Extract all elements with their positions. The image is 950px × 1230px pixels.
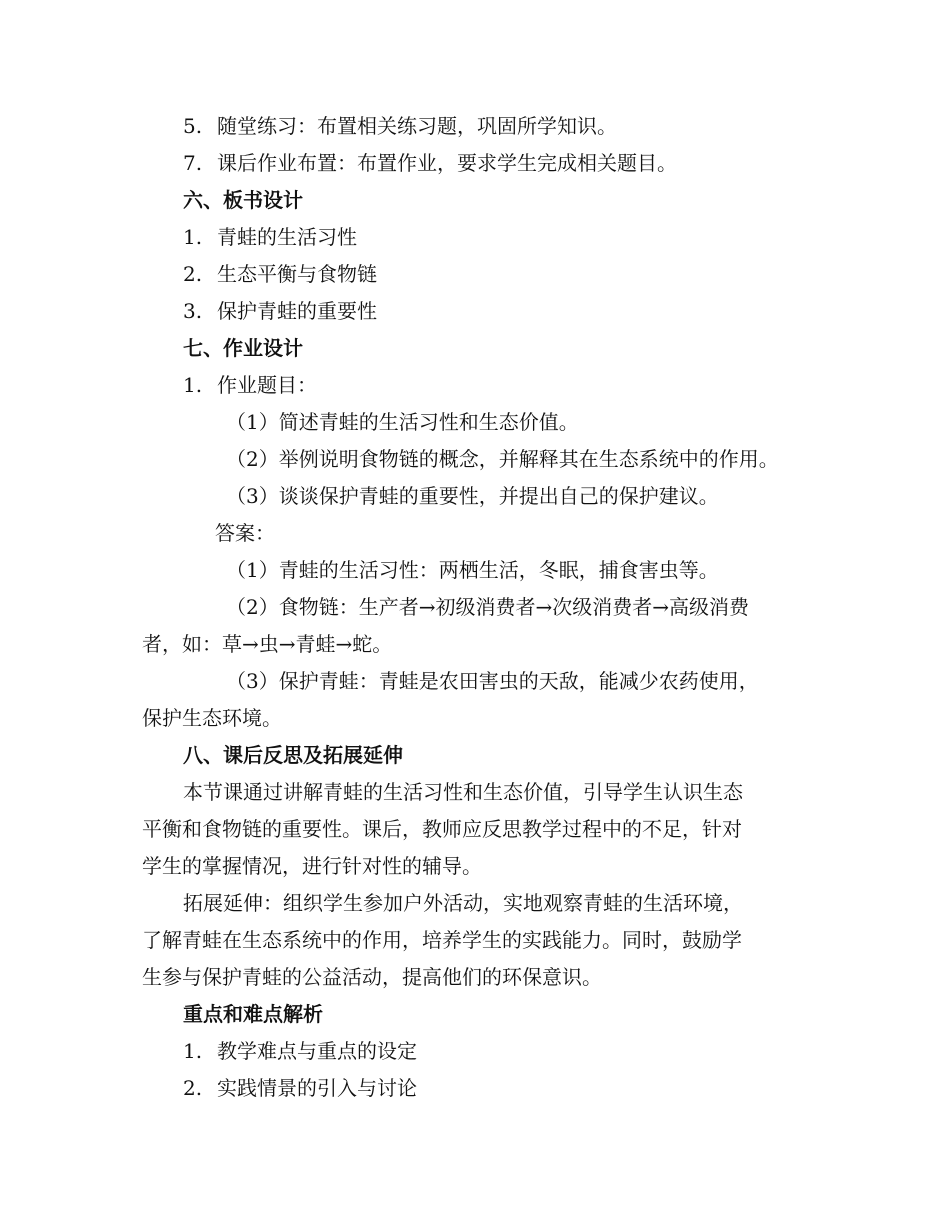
- list-item: [142, 1070, 863, 1107]
- answer-text: （1）青蛙的生活习性：两栖生活，冬眠，捕食害虫等。: [226, 558, 719, 582]
- answer-label: 答案：: [215, 521, 275, 545]
- list-item: [142, 108, 863, 145]
- answer-text: （2）食物链：生产者→初级消费者→次级消费者→高级消费: [226, 595, 749, 619]
- paragraph-line: 本节课通过讲解青蛙的生活习性和生态价值，引导学生认识生态: [183, 780, 743, 804]
- answer-text: 保护生态环境。: [142, 706, 282, 730]
- paragraph-line: 生参与保护青蛙的公益活动，提高他们的环保意识。: [142, 965, 602, 989]
- homework-question: （2）举例说明食物链的概念，并解释其在生态系统中的作用。: [226, 447, 779, 471]
- item-text: 实践情景的引入与讨论: [217, 1076, 417, 1100]
- item-number: 2.: [183, 1076, 203, 1100]
- item-text: 随堂练习：布置相关练习题，巩固所学知识。: [217, 114, 617, 138]
- item-number: 2.: [183, 262, 203, 286]
- item-text: 作业题目：: [217, 373, 317, 397]
- item-text: 青蛙的生活习性: [217, 225, 357, 249]
- list-item: [142, 219, 863, 256]
- answer-text: （3）保护青蛙：青蛙是农田害虫的天敌，能减少农药使用，: [226, 669, 759, 693]
- item-text: 生态平衡与食物链: [217, 262, 377, 286]
- list-item: [142, 367, 863, 404]
- list-item: [142, 256, 863, 293]
- item-text: 教学难点与重点的设定: [217, 1039, 417, 1063]
- list-item: [142, 293, 863, 330]
- section-heading-board: 六、板书设计: [183, 188, 303, 212]
- paragraph-line: 拓展延伸：组织学生参加户外活动，实地观察青蛙的生活环境，: [183, 891, 743, 915]
- list-item: [142, 145, 863, 182]
- answer-text: 者，如：草→虫→青蛙→蛇。: [142, 632, 393, 656]
- paragraph-line: 学生的掌握情况，进行针对性的辅导。: [142, 854, 482, 878]
- paragraph-line: 了解青蛙在生态系统中的作用，培养学生的实践能力。同时，鼓励学: [142, 928, 742, 952]
- item-number: 7.: [183, 151, 203, 175]
- item-number: 5.: [183, 114, 203, 138]
- item-number: 1.: [183, 225, 203, 249]
- homework-question: （1）简述青蛙的生活习性和生态价值。: [226, 410, 579, 434]
- section-heading-keypoints: 重点和难点解析: [183, 1002, 323, 1026]
- section-heading-reflection: 八、课后反思及拓展延伸: [183, 743, 403, 767]
- homework-question: （3）谈谈保护青蛙的重要性，并提出自己的保护建议。: [226, 484, 719, 508]
- section-heading-homework: 七、作业设计: [183, 336, 303, 360]
- item-number: 3.: [183, 299, 203, 323]
- item-number: 1.: [183, 1039, 203, 1063]
- item-text: 保护青蛙的重要性: [217, 299, 377, 323]
- item-number: 1.: [183, 373, 203, 397]
- list-item: [142, 1033, 863, 1070]
- paragraph-line: 平衡和食物链的重要性。课后，教师应反思教学过程中的不足，针对: [142, 817, 742, 841]
- item-text: 课后作业布置：布置作业，要求学生完成相关题目。: [217, 151, 677, 175]
